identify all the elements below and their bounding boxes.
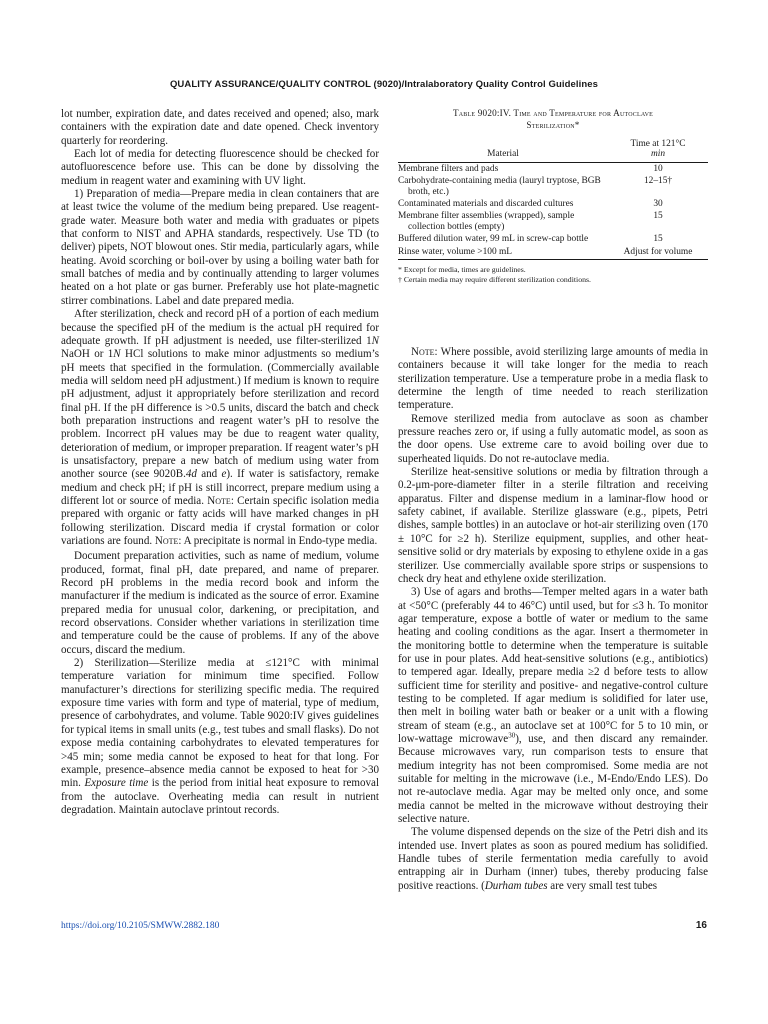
table-row — [398, 175, 708, 198]
note-label: Note — [207, 494, 231, 507]
table-cell-material: Membrane filter assemblies (wrapped), sample collection bottles (empty) — [398, 211, 575, 232]
table-footnote: † Certain media may require different sterilization conditions. — [398, 275, 591, 285]
table-row — [398, 246, 708, 260]
table-cell-material: Contaminated materials and discarded cultures — [398, 199, 574, 210]
left-column — [61, 108, 379, 817]
table-caption — [398, 108, 708, 131]
text-span: and — [196, 468, 222, 481]
text-span: ). If water is satisfactory, remake medium and check pH; if pH is still incorrect, prepare medium using a different lot or source of media. — [61, 468, 379, 507]
running-head: QUALITY ASSURANCE/QUALITY CONTROL (9020)/Intralaboratory Quality Control Guidelines — [169, 79, 599, 90]
paragraph: Remove sterilized media from autoclave as soon as chamber pressure reaches zero or, if using a fully automatic model, as soon as the door opens. Use extreme care to avoid boiling over due to superheated liquids. Do not re-autoclave media. — [398, 412, 708, 465]
table-cell-time: 12–15† — [643, 176, 673, 187]
text-span: is the period from initial heat exposure to removal from the autoclave. Overheating media can result in nutrient degradation. Maintain autoclave printout records. — [61, 777, 380, 816]
note-label: Note — [154, 535, 179, 547]
text-span: The volume dispensed depends on the size of the Petri dish and its intended use. Invert plates as soon as poured medium has solidified. Handle tubes of sterile fermentation media carefully to avoid entrapping air in Durham (inner) tubes, thereby producing false positive reactions. ( — [398, 826, 708, 892]
table-cell-material: Carbohydrate-containing media (lauryl tryptose, BGB broth, etc.) — [398, 176, 601, 197]
text-span: HCl solutions to make minor adjustments so medium’s pH meets that specified in the formulation. (Commercially available media will seldom need pH adjustment.) If medium is known to require pH adjustment, adjust it appropriately before sterilization and record final pH. If the pH difference is >0.5 units, discard the batch and check both preparation instructions and reagent water’s pH to resolve the problem. Incorrect pH values may be due to reagent water quality, deterioration of medium, or improper preparation. If reagent water’s pH is unsatisfactory, prepare a new batch of medium using water from another source (see 9020B. — [61, 348, 379, 481]
paragraph — [61, 657, 379, 817]
column-header-time-unit — [608, 149, 708, 159]
table-caption-line: Table 9020:IV. Time and Temperature for Autoclave — [452, 108, 654, 118]
table-row — [398, 162, 708, 175]
italic-text: Durham tubes — [484, 879, 548, 892]
text-span: After sterilization, check and record pH of a portion of each medium because the specified pH of the medium is the actual pH required for adequate growth. If pH adjustment is needed, use filter-sterilized 1 — [61, 308, 379, 347]
text-span: 2) Sterilization—Sterilize media at ≤121°C with minimal temperature variation for minimum time specified. Follow manufacturer’s directions for sterilizing specific media. The required exposure time varies with form and type of material, type of medium, presence of carbohydrates, and volume. Table 9020:IV gives guidelines for typical items in small units (e.g., test tubes and small flasks). Do not expose media containing carbohydrates to elevated temperatures for >45 min; some media cannot be exposed to heat for that long. For example, presence–absence media cannot be exposed to heat for >30 min. — [61, 657, 379, 790]
italic-text: N — [113, 348, 121, 361]
table-footnote: * Except for media, times are guidelines. — [398, 265, 526, 275]
paragraph — [398, 586, 708, 826]
paragraph: Document preparation activities, such as name of medium, volume produced, format, final pH, date prepared, and name of preparer. Record pH problems in the media record book and inform the manufacturer if the medium is indicated as the source of error. Examine prepared media for unusual color, darkening, or precipitation, and record observations. Consider whether variations in sterilization time and temperature could be the cause of problems. If any of the above occurs, discard the medium. — [61, 550, 379, 656]
paragraph: Each lot of media for detecting fluorescence should be checked for autofluorescence before use. This can be done by dissolving the medium in reagent water and examining with UV light. — [61, 148, 379, 187]
text-span: : Certain specific isolation media prepared with organic or fatty acids will have marked changes in pH following sterilization. Discard media if crystal formation or color variations are found. — [61, 494, 379, 547]
paragraph: Sterilize heat-sensitive solutions or media by filtration through a 0.2-μm-pore-diameter filter in a sterile filtration and receiving apparatus. Filter and dispense medium in a laminar-flow hood or safety cabinet, if available. Sterilize glassware (e.g., pipets, Petri dishes, sample bottles) in an autoclave or hot-air sterilizing oven (170 ± 10°C for ≥2 h). Sterilize equipment, supplies, and other heat-sensitive solid or dry materials by exposing to ethylene oxide in a gas sterilizer. Use commercially available spore strips or suspensions to check dry heat and ethylene oxide sterilization. — [398, 466, 708, 585]
italic-text: Exposure time — [84, 777, 149, 790]
table-row — [398, 233, 708, 245]
table-row — [398, 210, 708, 233]
italic-text: e — [221, 468, 227, 481]
paragraph: lot number, expiration date, and dates received and opened; also, mark containers with the expiration date and date opened. Check inventory quarterly for reordering. — [61, 108, 379, 147]
column-header-time-line: Time at 121°C — [630, 139, 686, 149]
table-footnotes — [398, 265, 708, 285]
page-number: 16 — [695, 920, 707, 931]
text-span: ), use, and then discard any remainder. Because microwaves vary, run comparison tests to ensure that medium integrity has not been compromised. Some media are not suitable for melting in the microwave (i.e., M-Endo/Endo LES). Do not re-autoclave media. Agar may be melted only once, and some media cannot be melted in the microwave without destroying their selective nature. — [398, 732, 709, 826]
italic-text: min — [650, 149, 666, 160]
text-span: : Where possible, avoid sterilizing large amounts of media in containers because it will take longer for the media to reach sterilization temperature. Use a temperature probe in a media flask to determine the length of time needed to reach sterilization temperature. — [398, 346, 708, 412]
right-column — [398, 346, 708, 893]
autoclave-table — [398, 135, 708, 260]
table-cell-time: 15 — [653, 234, 663, 245]
table-caption-line: Sterilization* — [526, 119, 580, 130]
table-cell-material: Rinse water, volume >100 mL — [398, 246, 513, 257]
paragraph: 1) Preparation of media—Prepare media in clean containers that are at least twice the volume of the medium being prepared. Use reagent-grade water. Measure both water and media with graduates or pipets that conform to NIST and APHA standards, respectively. Use TD (to deliver) pipets, NOT blowout ones. Stir media, particularly agars, while heating. Avoid scorching or boil-over by using a boiling water bath for small batches of media and by continually attending to larger volumes heated on a hot plate or gas burner. Preferably use hot plate-magnetic stirrer combinations. Label and date prepared media. — [61, 188, 379, 307]
italic-text: N — [371, 334, 379, 347]
table-cell-material: Membrane filters and pads — [398, 163, 499, 174]
column-header-time — [608, 135, 708, 162]
table-cell-time: Adjust for volume — [608, 246, 708, 260]
table-cell-time: 10 — [653, 163, 663, 174]
text-span: are very small test tubes — [547, 879, 658, 892]
table-cell-material: Buffered dilution water, 99 mL in screw-cap bottle — [398, 234, 589, 245]
text-span: : A precipitate is normal in Endo-type media. — [178, 535, 378, 547]
autoclave-table-block — [398, 108, 708, 285]
doi-link[interactable]: https://doi.org/10.2105/SMWW.2882.180 — [61, 921, 220, 931]
table-row — [398, 198, 708, 210]
note-label: Note — [411, 346, 435, 358]
table-cell-time: 30 — [653, 199, 663, 210]
text-span: 3) Use of agars and broths—Temper melted agars in a water bath at <50°C (preferably 44 to 46°C) until used, but for ≤3 h. To monitor agar temperature, expose a bottle of water or medium to the same heating and cooling conditions as the agar. Insert a thermometer in the monitoring bottle to determine when the temperature is suitable for use in pour plates. Add heat-sensitive solutions (e.g., antibiotics) to tempered agar. Ideally, prepare media ≥2 d before tests to allow sufficient time for sterility and positive- and negative-control culture testing to be completed. If agar medium is solidified for later use, then melt in boiling water bath or beaker or a unit with a flowing stream of steam (e.g., an autoclave set at 100°C for 5 to 10 min, or low-wattage microwave — [398, 586, 708, 745]
italic-text: 4d — [185, 468, 197, 481]
paragraph — [398, 346, 708, 413]
table-cell-time: 15 — [653, 211, 663, 222]
text-span: NaOH or 1 — [61, 348, 114, 361]
superscript-ref: 30 — [508, 731, 516, 740]
paragraph — [398, 826, 708, 893]
paragraph — [61, 308, 379, 548]
column-header-material: Material — [398, 135, 608, 162]
